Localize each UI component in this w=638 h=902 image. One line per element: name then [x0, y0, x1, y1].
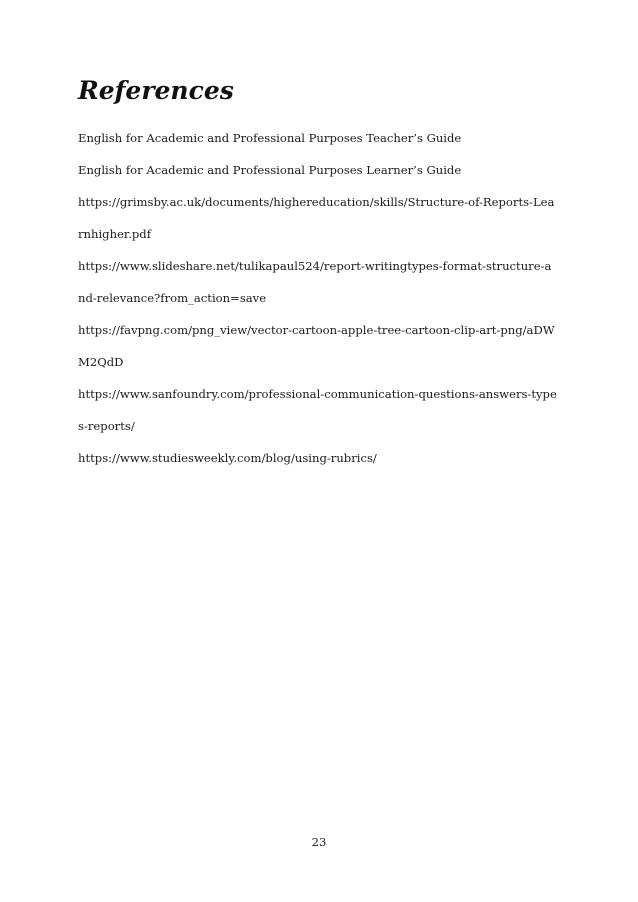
reference-item-3: https://grimsby.ac.uk/documents/highereducation/skills/Structure-of-Reports-Learnhigher.pdf [78, 195, 555, 241]
reference-item-5: https://favpng.com/png_view/vector-cartoon-apple-tree-cartoon-clip-art-png/aDWM2QdD [78, 323, 555, 369]
reference-item-1: English for Academic and Professional Purposes Teacher’s Guide [78, 131, 462, 145]
page-title: References [78, 76, 234, 105]
references-list [78, 122, 558, 474]
reference-item-7: https://www.studiesweekly.com/blog/using-rubrics/ [78, 451, 377, 465]
reference-item-4: https://www.slideshare.net/tulikapaul524/report-writingtypes-format-structure-and-relevance?from_action=save [78, 259, 552, 305]
page-number: 23 [311, 835, 327, 849]
reference-item-6: https://www.sanfoundry.com/professional-communication-questions-answers-types-reports/ [78, 387, 557, 433]
reference-item-2: English for Academic and Professional Purposes Learner’s Guide [78, 163, 462, 177]
